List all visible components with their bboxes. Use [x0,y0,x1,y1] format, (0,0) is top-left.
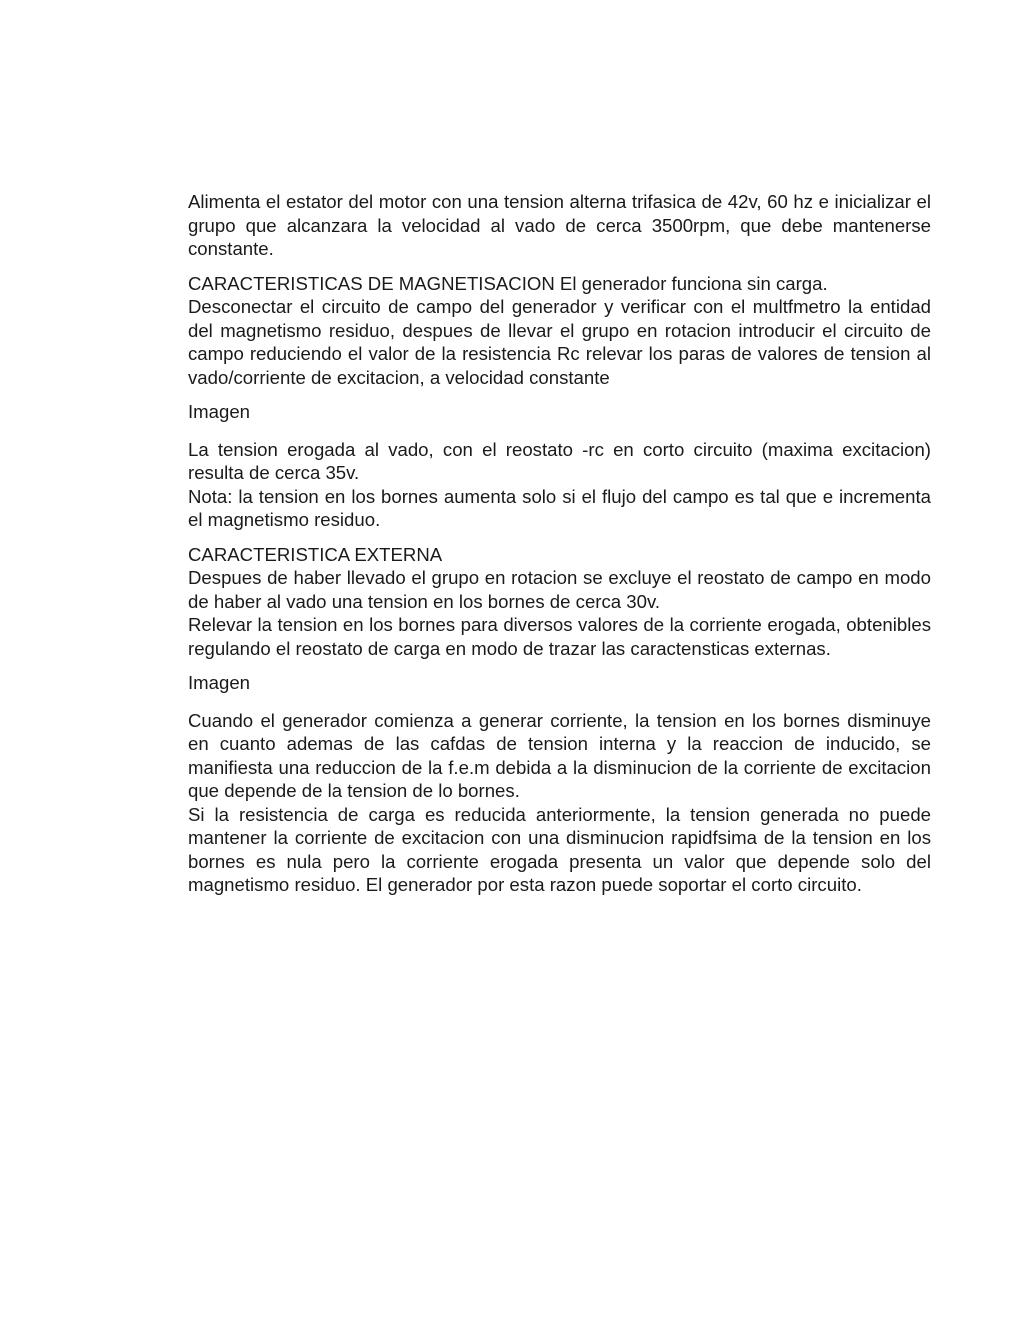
paragraph-intro: Alimenta el estator del motor con una tension alterna trifasica de 42v, 60 hz e inicializar el grupo que alcanzara la velocidad al vado de cerca 3500rpm, que debe mantenerse constante. [188,191,931,259]
paragraph-nota: Nota: la tension en los bornes aumenta solo si el flujo del campo es tal que e incrementa el magnetismo residuo. [188,485,931,530]
paragraph-cuando-generador: Cuando el generador comienza a generar corriente, la tension en los bornes disminuye en cuanto ademas de las cafdas de tension interna y la reaccion de inducido, se manifiesta una reduccion de la f.e.m debida a la disminucion de la corriente de excitacion que depende de la tension de lo bornes. [188,709,931,801]
document-page [188,190,931,897]
image-placeholder-2: Imagen [188,672,251,693]
section-heading-magnetisacion: CARACTERISTICAS DE MAGNETISACION El generador funciona sin carga. [188,272,828,294]
paragraph-tension-erogada: La tension erogada al vado, con el reostato -rc en corto circuito (maxima excitacion) resulta de cerca 35v. [188,438,931,483]
paragraph-externa-setup: Despues de haber llevado el grupo en rotacion se excluye el reostato de campo en modo de haber al vado una tension en los bornes de cerca 30v. [188,567,931,612]
section-heading-externa: CARACTERISTICA EXTERNA [188,543,443,565]
paragraph-magnetisacion-procedure: Desconectar el circuito de campo del generador y verificar con el multfmetro la entidad del magnetismo residuo, despues de llevar el grupo en rotacion introducir el circuito de campo reduciendo el valor de la resistencia Rc relevar los paras de valores de tension al vado/corriente de excitacion, a velocidad constante [188,296,931,388]
paragraph-externa-relevar: Relevar la tension en los bornes para diversos valores de la corriente erogada, obtenibles regulando el reostato de carga en modo de trazar las caractensticas externas. [188,614,931,659]
image-placeholder-1: Imagen [188,401,251,422]
paragraph-resistencia-carga: Si la resistencia de carga es reducida anteriormente, la tension generada no puede mantener la corriente de excitacion con una disminucion rapidfsima de la tension en los bornes es nula pero la corriente erogada presenta un valor que depende solo del magnetismo residuo. El generador por esta razon puede soportar el corto circuito. [188,803,931,895]
